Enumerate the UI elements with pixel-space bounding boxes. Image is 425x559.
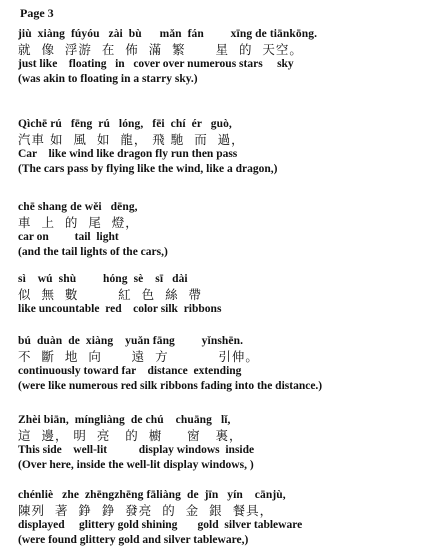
- chinese-line: 陳列 著 錚 錚 發亮 的 金 銀 餐具，: [18, 503, 274, 518]
- gloss-line: displayed glittery gold shining gold silver tableware: [18, 519, 303, 531]
- gloss-line: like uncountable red color silk ribbons: [18, 303, 222, 315]
- stanza-7: [18, 488, 418, 548]
- pinyin-line: Qìchē rú fēng rú lóng, fēi chí ér guò,: [18, 118, 232, 130]
- gloss-line: Car like wind like dragon fly run then pass: [18, 148, 238, 160]
- chinese-line: 不 斷 地 向 遠 方 引伸。: [18, 349, 259, 364]
- gloss-line: just like floating in cover over numerous stars sky: [18, 58, 294, 70]
- pinyin-line: chē shang de wěi dēng,: [18, 201, 138, 213]
- translation-line: (and the tail lights of the cars,): [18, 246, 168, 258]
- stanza-6: [18, 413, 418, 473]
- stanza-5: [18, 334, 418, 394]
- pinyin-line: jiù xiàng fúyóu zài bù mǎn fán xīng de tiānkōng.: [18, 28, 318, 40]
- gloss-line: continuously toward far distance extending: [18, 365, 242, 377]
- pinyin-line: Zhèi biān, míngliàng de chú chuāng lǐ,: [18, 414, 231, 426]
- gloss-line: This side well-lit display windows inside: [18, 444, 255, 456]
- translation-line: (was akin to floating in a starry sky.): [18, 73, 198, 85]
- translation-line: (Over here, inside the well-lit display windows, ): [18, 459, 254, 471]
- stanza-2: [18, 117, 418, 177]
- pinyin-line: chénliè zhe zhēngzhēng fāliàng de jīn yín cānjù,: [18, 489, 286, 501]
- pinyin-line: bú duàn de xiàng yuǎn fāng yǐnshēn.: [18, 335, 244, 347]
- stanza-3: [18, 200, 418, 260]
- page-number: Page 3: [20, 6, 54, 20]
- translation-line: (The cars pass by flying like the wind, like a dragon,): [18, 163, 278, 175]
- gloss-line: car on tail light: [18, 231, 119, 243]
- pinyin-line: sì wú shù hóng sè sī dài: [18, 273, 188, 285]
- translation-line: (were like numerous red silk ribbons fading into the distance.): [18, 380, 323, 392]
- stanza-1: [18, 27, 418, 87]
- chinese-line: 這 邊， 明 亮 的 櫥 窗 裏，: [18, 428, 243, 443]
- chinese-line: 汽車 如 風 如 龍， 飛 馳 而 過，: [18, 132, 245, 147]
- translation-line: (were found glittery gold and silver tableware,): [18, 534, 249, 546]
- chinese-line: 就 像 浮游 在 佈 滿 繁 星 的 天空。: [18, 42, 303, 57]
- chinese-line: 似 無 數 紅 色 絲 帶: [18, 287, 203, 302]
- chinese-line: 車 上 的 尾 燈，: [18, 215, 139, 230]
- stanza-4: [18, 272, 418, 317]
